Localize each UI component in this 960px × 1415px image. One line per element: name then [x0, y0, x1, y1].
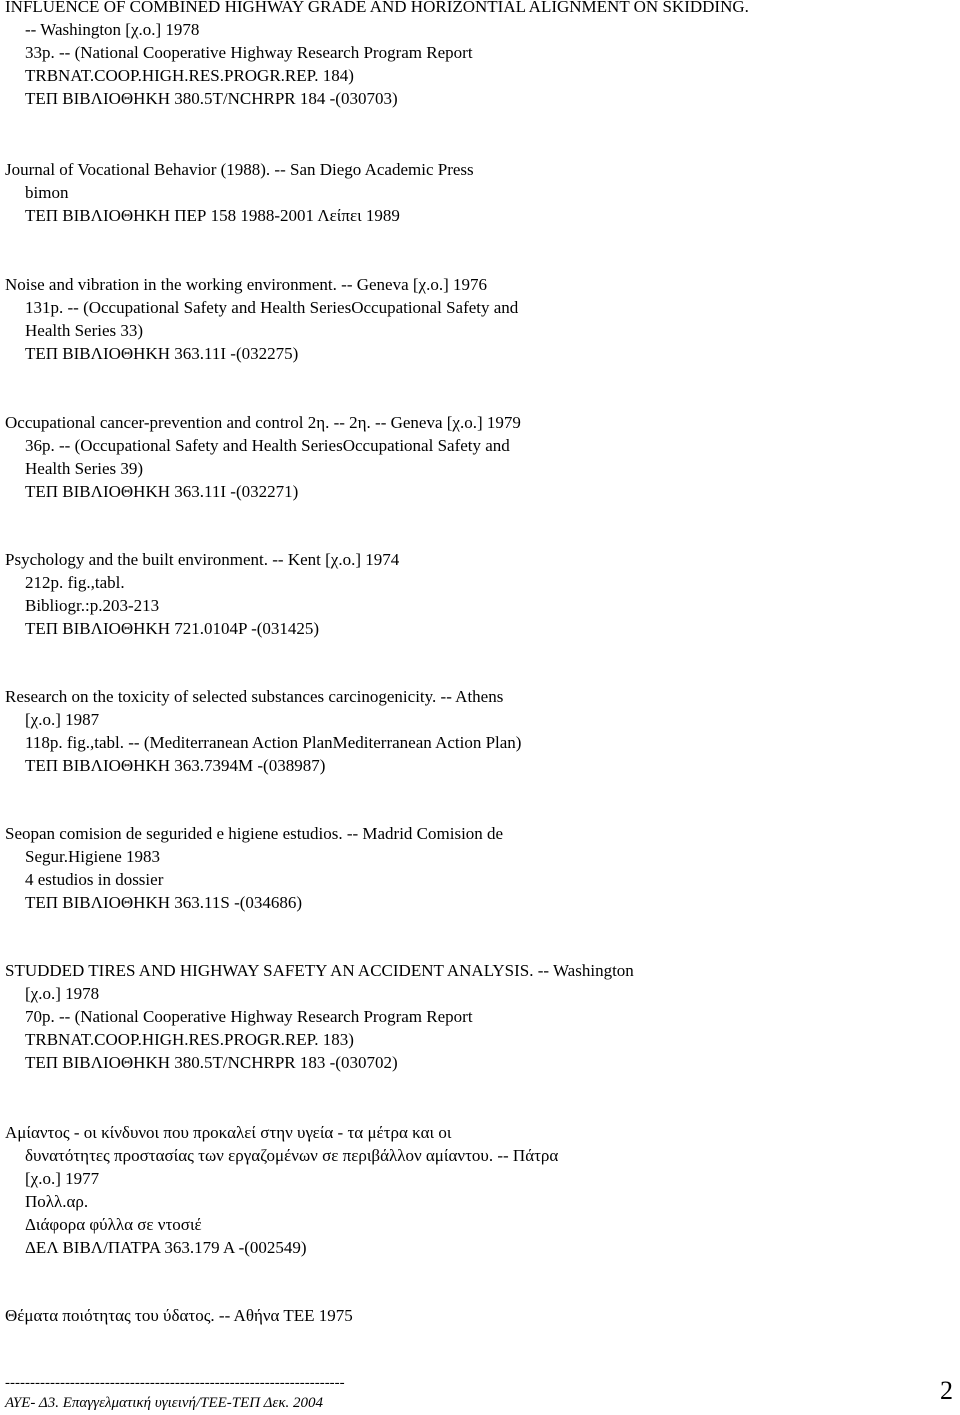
entry-line: TRBNAT.COOP.HIGH.RES.PROGR.REP. 184)	[25, 66, 354, 85]
entry-shelfmark: ΔΕΛ ΒΙΒΛ/ΠΑΤΡΑ 363.179 Α -(002549)	[25, 1238, 307, 1257]
footer-rule: --------------------------------------------------------------------	[5, 1375, 345, 1391]
entry-line: 36p. -- (Occupational Safety and Health SeriesOccupational Safety and	[25, 436, 510, 455]
entry-line: 131p. -- (Occupational Safety and Health SeriesOccupational Safety and	[25, 298, 519, 317]
entry-line: [χ.ο.] 1978	[25, 984, 100, 1003]
entry-title: Occupational cancer-prevention and control 2η. -- 2η. -- Geneva [χ.ο.] 1979	[5, 413, 521, 432]
entry-line: 4 estudios in dossier	[25, 870, 164, 889]
entry-title: Θέματα ποιότητας του ύδατος. -- Αθήνα ΤΕΕ 1975	[5, 1306, 353, 1325]
entry-line: δυνατότητες προστασίας των εργαζομένων σε περιβάλλον αμίαντου. -- Πάτρα	[25, 1146, 559, 1165]
entry-line: Διάφορα φύλλα σε ντοσιέ	[25, 1215, 202, 1234]
entry-title: Research on the toxicity of selected substances carcinogenicity. -- Athens	[5, 687, 504, 706]
entry-title: Psychology and the built environment. -- Kent [χ.ο.] 1974	[5, 550, 400, 569]
entry-line: 212p. fig.,tabl.	[25, 573, 125, 592]
catalog-entry	[5, 548, 945, 640]
catalog-entry	[5, 822, 945, 914]
page-footer	[5, 1374, 955, 1414]
page-number: 2	[940, 1376, 953, 1405]
footer-text: ΑΥΕ- Δ3. Επαγγελματική υγιεινή/ΤΕΕ-ΤΕΠ Δεκ. 2004	[5, 1395, 324, 1411]
catalog-entry	[5, 685, 945, 777]
entry-line: [χ.ο.] 1987	[25, 710, 100, 729]
catalog-entry	[5, 1304, 945, 1327]
catalog-entry	[5, 959, 945, 1074]
entry-title: INFLUENCE OF COMBINED HIGHWAY GRADE AND HORIZONTIAL ALIGNMENT ON SKIDDING.	[5, 0, 749, 16]
entry-shelfmark: ΤΕΠ ΒΙΒΛΙΟΘΗΚΗ 380.5T/NCHRPR 183 -(030702)	[25, 1053, 398, 1072]
entry-line: Health Series 39)	[25, 459, 144, 478]
entry-shelfmark: ΤΕΠ ΒΙΒΛΙΟΘΗΚΗ 363.7394M -(038987)	[25, 756, 326, 775]
entry-shelfmark: ΤΕΠ ΒΙΒΛΙΟΘΗΚΗ 363.11I -(032271)	[25, 482, 299, 501]
entry-title: Αμίαντος - οι κίνδυνοι που προκαλεί στην υγεία - τα μέτρα και οι	[5, 1123, 452, 1142]
entry-line: 118p. fig.,tabl. -- (Mediterranean Action PlanMediterranean Action Plan)	[25, 733, 522, 752]
entry-line: bimon	[25, 183, 69, 202]
entry-line: TRBNAT.COOP.HIGH.RES.PROGR.REP. 183)	[25, 1030, 354, 1049]
entry-title: Noise and vibration in the working environment. -- Geneva [χ.ο.] 1976	[5, 275, 488, 294]
entry-shelfmark: ΤΕΠ ΒΙΒΛΙΟΘΗΚΗ 721.0104P -(031425)	[25, 619, 320, 638]
entry-line: 70p. -- (National Cooperative Highway Research Program Report	[25, 1007, 473, 1026]
catalog-entry	[5, 1121, 945, 1259]
entry-shelfmark: ΤΕΠ ΒΙΒΛΙΟΘΗΚΗ 363.11S -(034686)	[25, 893, 303, 912]
entry-shelfmark: ΤΕΠ ΒΙΒΛΙΟΘΗΚΗ ΠΕΡ 158 1988-2001 Λείπει 1989	[25, 206, 400, 225]
entry-title: STUDDED TIRES AND HIGHWAY SAFETY AN ACCIDENT ANALYSIS. -- Washington	[5, 961, 634, 980]
catalog-entry	[5, 158, 945, 227]
entry-line: 33p. -- (National Cooperative Highway Research Program Report	[25, 43, 473, 62]
entry-line: Health Series 33)	[25, 321, 144, 340]
catalog-entry	[5, 273, 945, 365]
entry-title: Journal of Vocational Behavior (1988). -- San Diego Academic Press	[5, 160, 474, 179]
entry-line: -- Washington [χ.ο.] 1978	[25, 20, 200, 39]
catalog-entry	[5, 411, 945, 503]
entry-shelfmark: ΤΕΠ ΒΙΒΛΙΟΘΗΚΗ 380.5T/NCHRPR 184 -(030703)	[25, 89, 398, 108]
entry-line: [χ.ο.] 1977	[25, 1169, 100, 1188]
entry-line: Bibliogr.:p.203-213	[25, 596, 160, 615]
entry-shelfmark: ΤΕΠ ΒΙΒΛΙΟΘΗΚΗ 363.11I -(032275)	[25, 344, 299, 363]
entry-line: Πολλ.αρ.	[25, 1192, 89, 1211]
entry-title: Seopan comision de segurided e higiene estudios. -- Madrid Comision de	[5, 824, 504, 843]
entry-line: Segur.Higiene 1983	[25, 847, 161, 866]
catalog-entry	[5, 0, 945, 110]
